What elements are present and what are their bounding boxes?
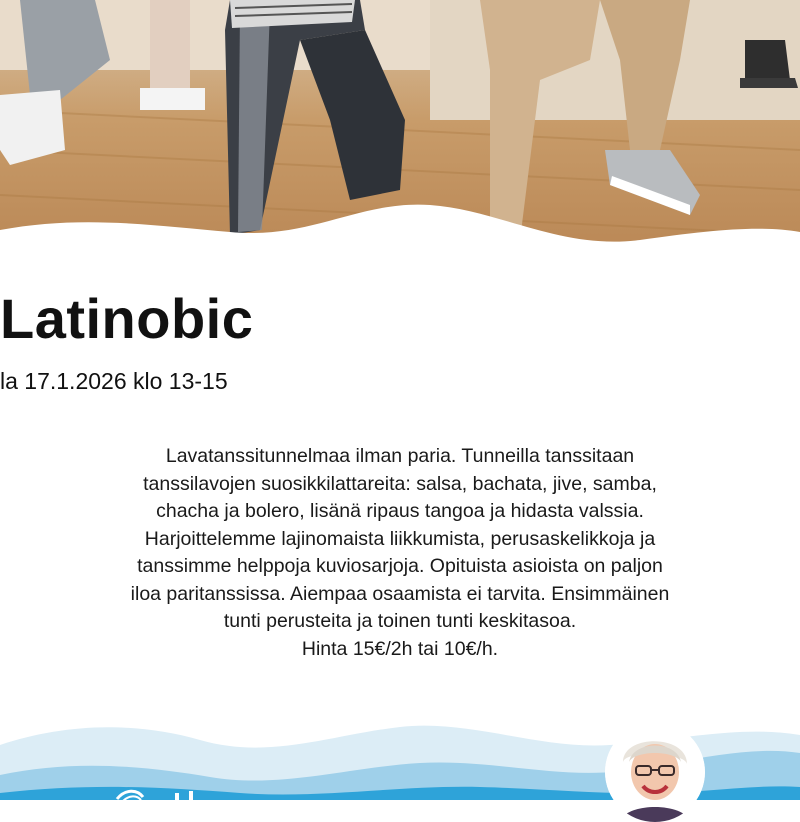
description-line: tanssilavojen suosikkilattareita: salsa, bachata, jive, samba, <box>143 472 657 495</box>
description-line: Hinta 15€/2h tai 10€/h. <box>301 637 499 660</box>
logo-mark <box>115 785 235 805</box>
description-line: iloa paritanssissa. Aiempaa osaamista ei tarvita. Ensimmäinen <box>130 582 670 605</box>
description-line: Harjoittelemme lajinomaista liikkumista, perusaskelikkoja ja <box>144 527 656 550</box>
event-datetime: la 17.1.2026 klo 13-15 <box>0 368 228 394</box>
event-title: Latinobic <box>0 287 254 350</box>
hero-photo <box>0 0 800 265</box>
description-line: tanssimme helppoja kuviosarjoja. Opituista asioista on paljon <box>137 555 663 577</box>
instructor-avatar <box>605 722 705 822</box>
description-line: Lavatanssitunnelmaa ilman paria. Tunneilla tanssitaan <box>165 445 635 467</box>
instructor-portrait <box>605 722 705 822</box>
description-line: chacha ja bolero, lisänä ripaus tangoa ja hidasta valssia. <box>156 500 644 522</box>
event-description <box>100 443 700 663</box>
description-line: tunti perusteita ja toinen tunti keskitasoa. <box>223 610 577 632</box>
hero-wave-overlay <box>0 0 800 265</box>
